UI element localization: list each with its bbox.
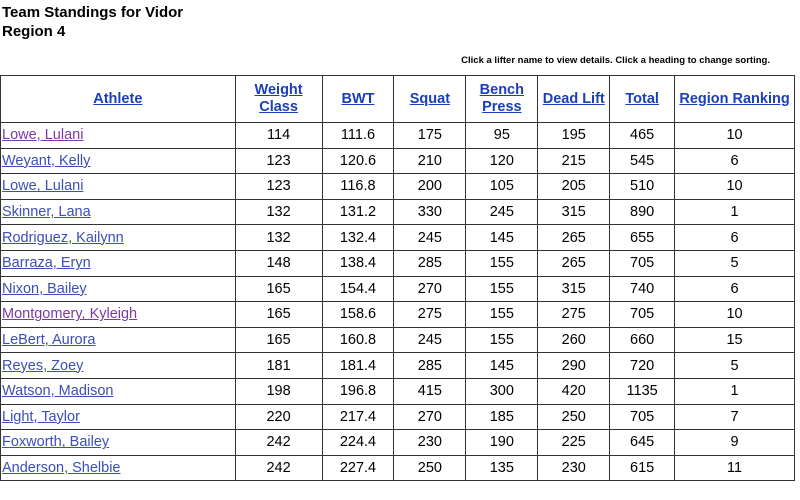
cell-weight-class: 123 <box>235 148 322 174</box>
cell-bwt: 116.8 <box>322 174 394 200</box>
cell-total: 705 <box>610 404 675 430</box>
lifter-name-link[interactable]: Skinner, Lana <box>2 204 91 221</box>
lifter-name-link[interactable]: Lowe, Lulani <box>2 127 84 144</box>
cell-bench-press: 145 <box>466 225 538 251</box>
cell-total: 740 <box>610 276 675 302</box>
lifter-name-link[interactable]: Light, Taylor <box>2 408 80 425</box>
cell-bench-press: 245 <box>466 199 538 225</box>
cell-weight-class: 165 <box>235 302 322 328</box>
cell-region-ranking: 6 <box>675 148 795 174</box>
cell-total: 545 <box>610 148 675 174</box>
cell-athlete <box>1 225 236 251</box>
lifter-name-link[interactable]: Watson, Madison <box>2 383 114 400</box>
cell-region-ranking: 6 <box>675 225 795 251</box>
cell-squat: 270 <box>394 404 466 430</box>
cell-region-ranking: 11 <box>675 455 795 481</box>
cell-athlete <box>1 123 236 149</box>
table-row <box>1 302 795 328</box>
table-row <box>1 404 795 430</box>
cell-squat: 330 <box>394 199 466 225</box>
cell-dead-lift: 265 <box>538 225 610 251</box>
cell-bwt: 138.4 <box>322 250 394 276</box>
lifter-name-link[interactable]: Foxworth, Bailey <box>2 434 110 451</box>
team-title: Team Standings for Vidor <box>2 4 184 21</box>
cell-weight-class: 242 <box>235 430 322 456</box>
cell-dead-lift: 260 <box>538 327 610 353</box>
table-row <box>1 148 795 174</box>
table-row <box>1 123 795 149</box>
cell-bwt: 217.4 <box>322 404 394 430</box>
cell-bwt: 227.4 <box>322 455 394 481</box>
table-row <box>1 455 795 481</box>
cell-bwt: 181.4 <box>322 353 394 379</box>
cell-region-ranking: 5 <box>675 250 795 276</box>
cell-region-ranking: 1 <box>675 199 795 225</box>
cell-athlete <box>1 378 236 404</box>
cell-bwt: 111.6 <box>322 123 394 149</box>
cell-bench-press: 120 <box>466 148 538 174</box>
cell-bench-press: 135 <box>466 455 538 481</box>
cell-squat: 245 <box>394 327 466 353</box>
cell-athlete <box>1 353 236 379</box>
cell-dead-lift: 315 <box>538 276 610 302</box>
cell-weight-class: 220 <box>235 404 322 430</box>
cell-region-ranking: 7 <box>675 404 795 430</box>
cell-squat: 175 <box>394 123 466 149</box>
sort-header-region-ranking[interactable]: Region Ranking <box>675 76 795 123</box>
sort-header-total[interactable]: Total <box>610 76 675 123</box>
cell-athlete <box>1 276 236 302</box>
cell-bwt: 131.2 <box>322 199 394 225</box>
table-row <box>1 250 795 276</box>
cell-bwt: 160.8 <box>322 327 394 353</box>
cell-weight-class: 165 <box>235 327 322 353</box>
lifter-name-link[interactable]: Anderson, Shelbie <box>2 460 121 477</box>
table-row <box>1 276 795 302</box>
cell-total: 510 <box>610 174 675 200</box>
lifter-name-link[interactable]: Barraza, Eryn <box>2 255 91 272</box>
cell-squat: 200 <box>394 174 466 200</box>
standings-table <box>0 75 795 481</box>
table-header-row <box>1 76 795 123</box>
page-title <box>2 3 183 41</box>
cell-region-ranking: 1 <box>675 378 795 404</box>
cell-bench-press: 95 <box>466 123 538 149</box>
cell-bench-press: 105 <box>466 174 538 200</box>
cell-weight-class: 114 <box>235 123 322 149</box>
cell-region-ranking: 6 <box>675 276 795 302</box>
sort-header-bwt[interactable]: BWT <box>322 76 394 123</box>
cell-dead-lift: 275 <box>538 302 610 328</box>
cell-bwt: 154.4 <box>322 276 394 302</box>
cell-athlete <box>1 430 236 456</box>
region-title: Region 4 <box>2 23 66 40</box>
cell-squat: 245 <box>394 225 466 251</box>
cell-dead-lift: 315 <box>538 199 610 225</box>
cell-athlete <box>1 148 236 174</box>
cell-squat: 230 <box>394 430 466 456</box>
sort-header-athlete[interactable]: Athlete <box>1 76 236 123</box>
cell-athlete <box>1 455 236 481</box>
table-row <box>1 353 795 379</box>
lifter-name-link[interactable]: Montgomery, Kyleigh <box>2 306 138 323</box>
sort-header-dead-lift[interactable]: Dead Lift <box>538 76 610 123</box>
table-row <box>1 174 795 200</box>
cell-bench-press: 190 <box>466 430 538 456</box>
lifter-name-link[interactable]: Nixon, Bailey <box>2 280 87 297</box>
cell-dead-lift: 230 <box>538 455 610 481</box>
cell-dead-lift: 420 <box>538 378 610 404</box>
cell-squat: 275 <box>394 302 466 328</box>
instructions-text: Click a lifter name to view details. Click a heading to change sorting. <box>461 55 770 66</box>
cell-dead-lift: 225 <box>538 430 610 456</box>
cell-dead-lift: 250 <box>538 404 610 430</box>
cell-dead-lift: 215 <box>538 148 610 174</box>
cell-region-ranking: 10 <box>675 174 795 200</box>
cell-dead-lift: 265 <box>538 250 610 276</box>
cell-bench-press: 145 <box>466 353 538 379</box>
cell-total: 660 <box>610 327 675 353</box>
cell-bwt: 224.4 <box>322 430 394 456</box>
cell-bwt: 120.6 <box>322 148 394 174</box>
table-row <box>1 225 795 251</box>
cell-dead-lift: 205 <box>538 174 610 200</box>
cell-weight-class: 242 <box>235 455 322 481</box>
cell-athlete <box>1 327 236 353</box>
cell-bench-press: 155 <box>466 250 538 276</box>
cell-athlete <box>1 404 236 430</box>
cell-bench-press: 185 <box>466 404 538 430</box>
lifter-name-link[interactable]: Weyant, Kelly <box>2 152 91 169</box>
cell-total: 890 <box>610 199 675 225</box>
cell-squat: 270 <box>394 276 466 302</box>
cell-squat: 415 <box>394 378 466 404</box>
cell-weight-class: 132 <box>235 199 322 225</box>
cell-weight-class: 198 <box>235 378 322 404</box>
cell-region-ranking: 5 <box>675 353 795 379</box>
cell-total: 1135 <box>610 378 675 404</box>
cell-athlete <box>1 199 236 225</box>
cell-weight-class: 165 <box>235 276 322 302</box>
cell-region-ranking: 15 <box>675 327 795 353</box>
cell-dead-lift: 290 <box>538 353 610 379</box>
cell-weight-class: 132 <box>235 225 322 251</box>
cell-total: 705 <box>610 250 675 276</box>
cell-squat: 210 <box>394 148 466 174</box>
lifter-name-link[interactable]: Reyes, Zoey <box>2 357 84 374</box>
table-row <box>1 378 795 404</box>
table-row <box>1 327 795 353</box>
sort-header-squat[interactable]: Squat <box>394 76 466 123</box>
lifter-name-link[interactable]: Rodriguez, Kailynn <box>2 229 124 246</box>
cell-dead-lift: 195 <box>538 123 610 149</box>
sort-header-weight-class[interactable]: Weight Class <box>235 76 322 123</box>
cell-weight-class: 148 <box>235 250 322 276</box>
cell-squat: 250 <box>394 455 466 481</box>
cell-bwt: 158.6 <box>322 302 394 328</box>
cell-squat: 285 <box>394 353 466 379</box>
table-row <box>1 199 795 225</box>
cell-total: 645 <box>610 430 675 456</box>
cell-region-ranking: 10 <box>675 123 795 149</box>
cell-athlete <box>1 250 236 276</box>
cell-bwt: 196.8 <box>322 378 394 404</box>
cell-total: 615 <box>610 455 675 481</box>
cell-total: 655 <box>610 225 675 251</box>
lifter-name-link[interactable]: LeBert, Aurora <box>2 332 96 349</box>
cell-athlete <box>1 302 236 328</box>
cell-bench-press: 155 <box>466 276 538 302</box>
cell-athlete <box>1 174 236 200</box>
table-row <box>1 430 795 456</box>
cell-weight-class: 181 <box>235 353 322 379</box>
cell-total: 720 <box>610 353 675 379</box>
cell-bench-press: 155 <box>466 302 538 328</box>
cell-bwt: 132.4 <box>322 225 394 251</box>
cell-bench-press: 300 <box>466 378 538 404</box>
cell-total: 465 <box>610 123 675 149</box>
cell-weight-class: 123 <box>235 174 322 200</box>
sort-header-bench-press[interactable]: Bench Press <box>466 76 538 123</box>
cell-squat: 285 <box>394 250 466 276</box>
lifter-name-link[interactable]: Lowe, Lulani <box>2 178 84 195</box>
cell-bench-press: 155 <box>466 327 538 353</box>
cell-region-ranking: 10 <box>675 302 795 328</box>
cell-total: 705 <box>610 302 675 328</box>
cell-region-ranking: 9 <box>675 430 795 456</box>
